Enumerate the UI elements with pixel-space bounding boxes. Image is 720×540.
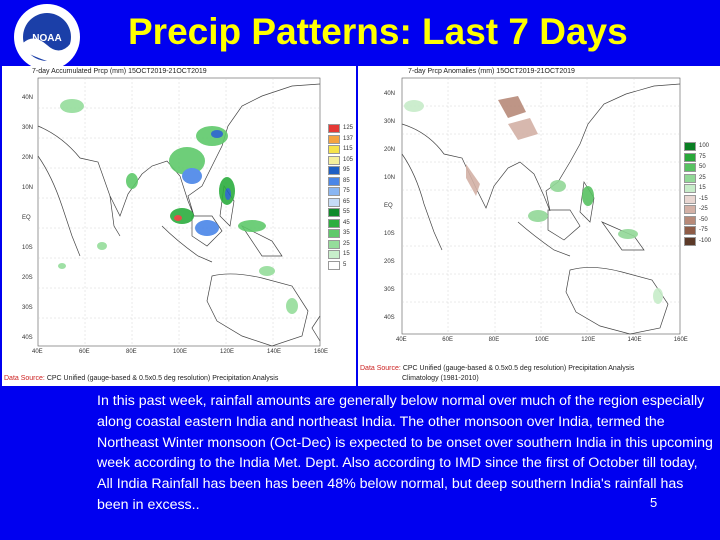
slide-title: Precip Patterns: Last 7 Days <box>128 11 628 52</box>
lat-label: 20S <box>384 259 395 265</box>
legend-swatch <box>684 163 696 172</box>
legend-swatch <box>328 208 340 217</box>
legend-label: 45 <box>343 219 350 226</box>
legend-label: -75 <box>699 227 708 233</box>
left-map-title: 7-day Accumulated Prcp (mm) 15OCT2019-21OCT2019 <box>32 68 207 75</box>
legend-label: 100 <box>699 143 710 149</box>
legend-label: 65 <box>343 198 350 205</box>
lat-label: EQ <box>384 203 393 209</box>
legend-swatch <box>328 124 340 133</box>
legend-swatch <box>328 177 340 186</box>
legend-swatch <box>328 240 340 249</box>
lat-label: 10S <box>22 245 33 251</box>
lat-label: 40S <box>22 335 33 341</box>
legend-label: 115 <box>343 146 353 152</box>
legend-label: 5 <box>343 261 347 268</box>
legend-label: 137 <box>343 135 354 142</box>
left-map-graphic <box>2 66 356 386</box>
lat-label: 30N <box>22 125 34 131</box>
lon-label: 160E <box>314 349 329 355</box>
legend-label: 85 <box>343 177 350 184</box>
lon-label: 160E <box>673 337 688 343</box>
legend-swatch <box>328 261 340 270</box>
lat-label: EQ <box>22 215 31 221</box>
legend-swatch <box>684 174 696 183</box>
legend-swatch <box>328 219 340 228</box>
precip-anomaly-map <box>358 66 720 386</box>
legend-label: -15 <box>699 195 708 202</box>
lon-label: 120E <box>581 337 596 343</box>
legend-label: -100 <box>699 237 712 244</box>
legend-label: 25 <box>699 174 706 181</box>
legend-label: 75 <box>343 188 350 194</box>
lon-label: 60E <box>79 349 90 355</box>
lon-label: 140E <box>627 337 642 343</box>
lon-label: 120E <box>220 349 235 355</box>
legend-label: 15 <box>343 251 350 257</box>
right-map-title: 7-day Prcp Anomalies (mm) 15OCT2019-21OCT2019 <box>408 68 575 75</box>
lon-label: 100E <box>534 337 549 343</box>
legend-swatch <box>328 198 340 207</box>
legend-label: 125 <box>343 125 354 131</box>
lat-label: 20N <box>22 155 34 161</box>
logo-text: NOAA <box>32 33 62 44</box>
lon-label: 80E <box>488 337 500 343</box>
legend-swatch <box>684 226 696 235</box>
legend-swatch <box>684 184 696 193</box>
legend-label: 50 <box>699 164 706 170</box>
accumulated-precip-map <box>2 66 356 386</box>
lon-label: 40E <box>396 337 407 343</box>
lat-label: 10N <box>22 185 34 191</box>
lat-label: 10N <box>384 175 396 181</box>
lon-label: 80E <box>126 349 137 355</box>
lat-label: 20N <box>384 147 396 153</box>
lat-label: 20S <box>22 275 33 281</box>
noaa-logo-icon <box>4 3 90 71</box>
legend-swatch <box>684 205 696 214</box>
left-source-line <box>4 375 278 382</box>
right-source-key: Data Source: <box>360 365 401 372</box>
legend-label: 75 <box>699 153 706 160</box>
legend-label: 35 <box>343 230 350 236</box>
legend-swatch <box>328 166 340 175</box>
slide-body-text: In this past week, rainfall amounts are generally below normal over much of the region especially along coastal eastern India and northeast India. The other monsoon over India, termed the Northeast Winter monsoon (Oct-Dec) is expected to be onset over southern India in this upcoming week according to the India Met. Dept. Also according to IMD since the first of October till today, All India Rainfall has been has been 48% below normal, but deep southern India's rainfall has been in excess.. <box>97 393 713 513</box>
legend-label: 105 <box>343 156 354 163</box>
legend-swatch <box>684 153 696 162</box>
lat-label: 30S <box>22 305 33 311</box>
right-source-line <box>360 365 634 372</box>
legend-swatch <box>328 145 340 154</box>
legend-label: -50 <box>699 216 708 223</box>
lon-label: 60E <box>442 337 453 343</box>
lon-label: 100E <box>173 349 188 355</box>
legend-swatch <box>684 237 696 246</box>
lat-label: 10S <box>384 231 395 237</box>
legend-label: 55 <box>343 209 350 215</box>
lon-label: 140E <box>267 349 282 355</box>
left-source-key: Data Source: <box>4 375 45 382</box>
slide-page-number: 5 <box>650 495 658 510</box>
legend-swatch <box>684 216 696 225</box>
legend-swatch <box>684 142 696 151</box>
lat-label: 40S <box>384 315 395 321</box>
legend-swatch <box>328 250 340 259</box>
legend-label: 15 <box>699 185 706 191</box>
legend-swatch <box>328 229 340 238</box>
lat-label: 40N <box>384 91 396 97</box>
legend-label: 25 <box>343 240 350 247</box>
left-source-text: CPC Unified (gauge-based & 0.5x0.5 deg resolution) Precipitation Analysis <box>46 375 279 382</box>
legend-swatch <box>328 156 340 165</box>
legend-swatch <box>328 187 340 196</box>
lat-label: 30S <box>384 287 395 293</box>
legend-swatch <box>684 195 696 204</box>
legend-label: -25 <box>699 206 708 212</box>
right-source-text: CPC Unified (gauge-based & 0.5x0.5 deg resolution) Precipitation Analysis <box>402 365 635 372</box>
lat-label: 40N <box>22 95 34 101</box>
lat-label: 30N <box>384 119 396 125</box>
lon-label: 40E <box>32 349 43 355</box>
legend-label: 95 <box>343 167 350 173</box>
right-climatology: Climatology (1981-2010) <box>402 375 479 382</box>
legend-swatch <box>328 135 340 144</box>
